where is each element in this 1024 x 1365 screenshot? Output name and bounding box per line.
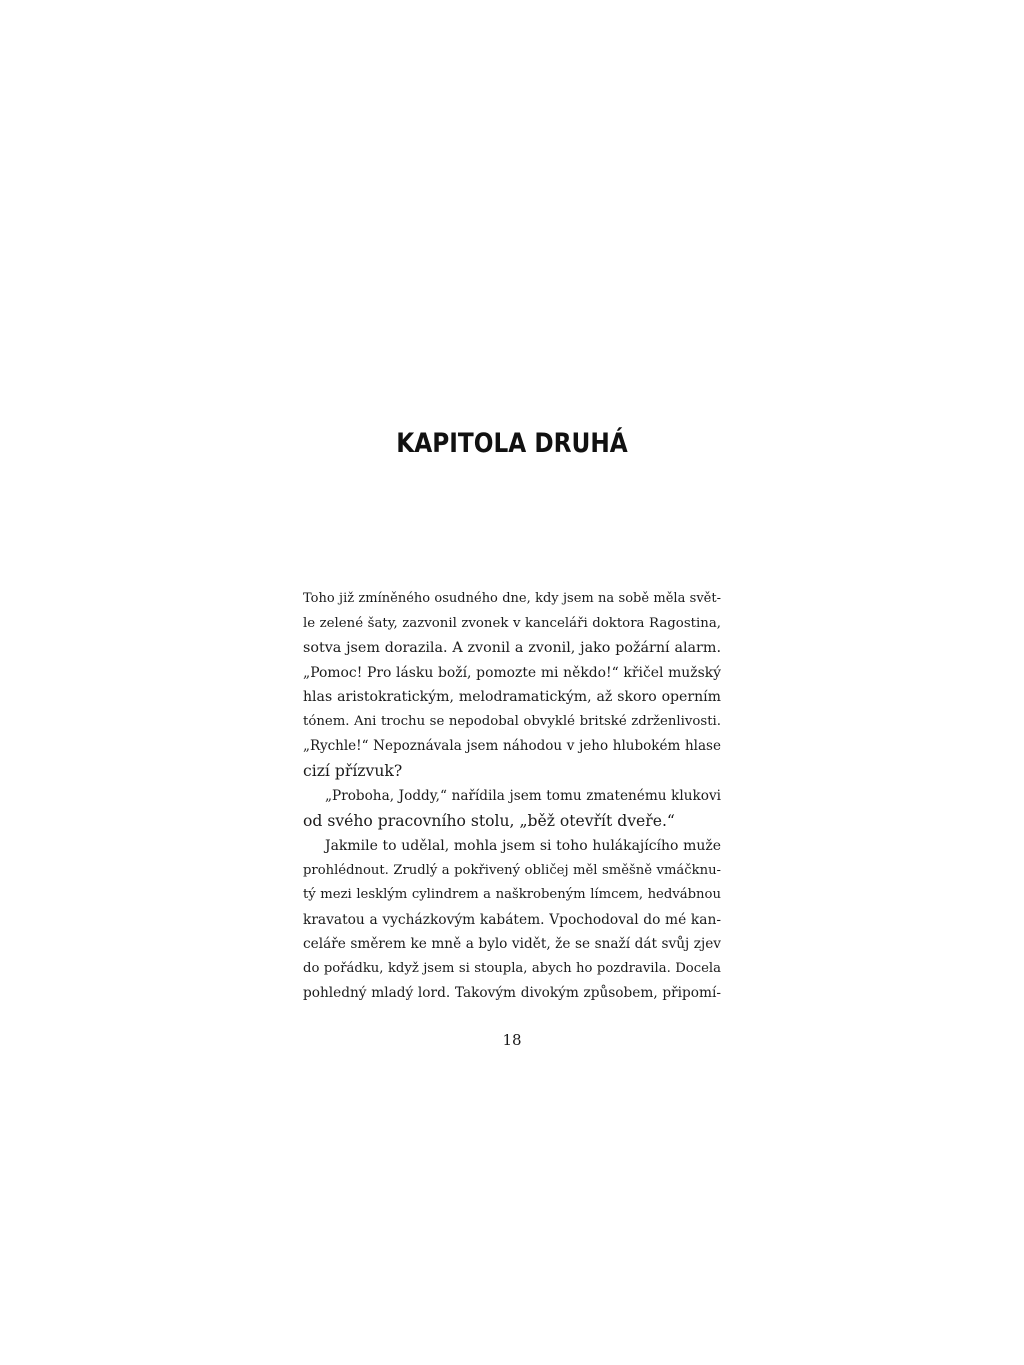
text-line: tý mezi lesklým cylindrem a naškrobeným límcem, hedvábnou — [303, 887, 721, 902]
text-line: kravatou a vycházkovým kabátem. Vpochodoval do mé kan- — [303, 911, 721, 928]
text-line: „Pomoc! Pro lásku boží, pomozte mi někdo!“ křičel mužský — [303, 664, 721, 681]
text-line: Toho již zmíněného osudného dne, kdy jsem na sobě měla svět- — [303, 591, 721, 606]
text-line: cizí přízvuk? — [303, 761, 403, 780]
text-line: tónem. Ani trochu se nepodobal obvyklé britské zdrženlivosti. — [303, 713, 721, 729]
text-line: sotva jsem dorazila. A zvonil a zvonil, jako požární alarm. — [303, 640, 721, 656]
text-line: „Proboha, Joddy,“ nařídila jsem tomu zmatenému klukovi — [325, 788, 721, 804]
text-line: pohledný mladý lord. Takovým divokým způsobem, připomí- — [303, 985, 721, 1001]
text-line: do pořádku, když jsem si stoupla, abych ho pozdravila. Docela — [303, 960, 721, 976]
text-line: prohlédnout. Zrudlý a pokřivený obličej měl směšně vmáčknu- — [303, 862, 721, 878]
text-line: hlas aristokratickým, melodramatickým, až skoro operním — [303, 689, 721, 705]
text-line: „Rychle!“ Nepoznávala jsem náhodou v jeho hlubokém hlase — [303, 738, 721, 754]
text-line: celáře směrem ke mně a bylo vidět, že se snaží dát svůj zjev — [303, 936, 721, 952]
text-line: od svého pracovního stolu, „běž otevřít dveře.“ — [303, 811, 675, 830]
text-line: le zelené šaty, zazvonil zvonek v kanceláři doktora Ragostina, — [303, 615, 721, 631]
page-number: 18 — [502, 1031, 522, 1049]
body-text — [303, 587, 721, 1006]
chapter-title: KAPITOLA DRUHÁ — [396, 428, 628, 459]
text-line: Jakmile to udělal, mohla jsem si toho hulákajícího muže — [325, 838, 721, 854]
